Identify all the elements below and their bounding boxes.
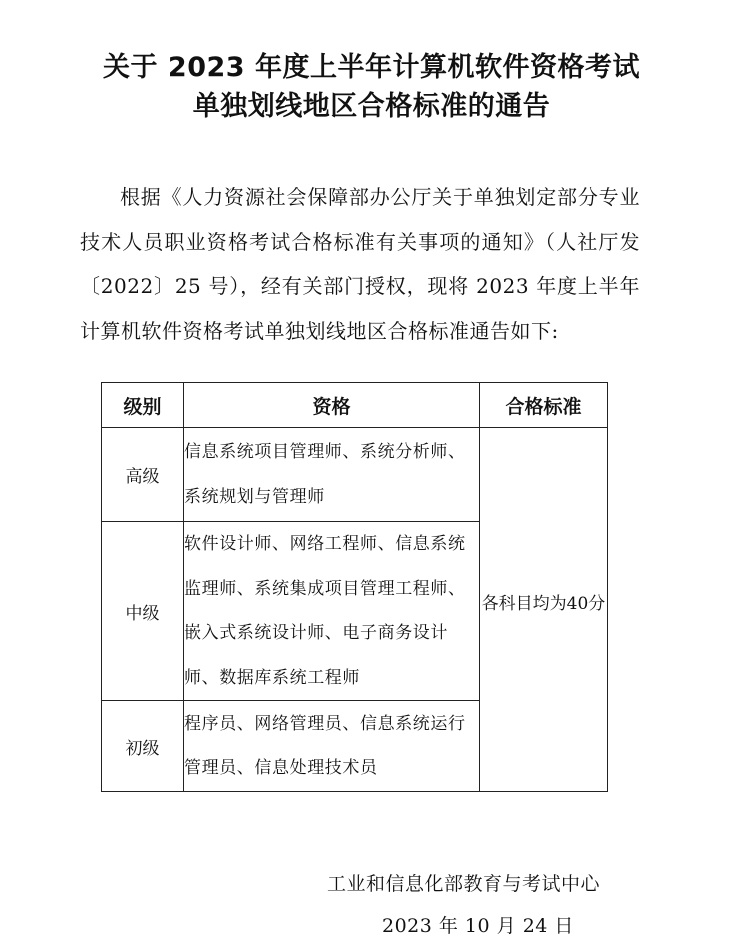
level-cell-junior: 初级 xyxy=(102,701,184,792)
table-header-row xyxy=(102,383,608,428)
header-standard: 合格标准 xyxy=(480,383,608,428)
intro-paragraph: 根据《人力资源社会保障部办公厅关于单独划定部分专业技术人员职业资格考试合格标准有关事项的通知》（人社厅发〔2022〕25 号），经有关部门授权，现将 2023 年度上半年计算机软件资格考试单独划线地区合格标准通告如下: xyxy=(80,185,640,343)
qualification-cell-junior: 程序员、网络管理员、信息系统运行管理员、信息处理技术员 xyxy=(184,701,480,792)
document-title-line-2: 单独划线地区合格标准的通告 xyxy=(192,91,551,122)
header-level: 级别 xyxy=(102,383,184,428)
table-row xyxy=(102,428,608,522)
document-title-line-1: 关于 2023 年度上半年计算机软件资格考试 xyxy=(103,52,640,83)
header-qualification: 资格 xyxy=(184,383,480,428)
standard-value: 各科目均为40分 xyxy=(481,593,606,614)
qualification-cell-intermediate: 软件设计师、网络工程师、信息系统监理师、系统集成项目管理工程师、嵌入式系统设计师、电子商务设计师、数据库系统工程师 xyxy=(184,522,480,701)
standard-cell xyxy=(480,428,608,792)
issue-date: 2023 年 10 月 24 日 xyxy=(382,915,574,937)
level-cell-intermediate: 中级 xyxy=(102,522,184,701)
qualification-cell-senior: 信息系统项目管理师、系统分析师、系统规划与管理师 xyxy=(184,428,480,522)
level-cell-senior: 高级 xyxy=(102,428,184,522)
qualification-standard-table xyxy=(101,382,608,792)
issuing-organization: 工业和信息化部教育与考试中心 xyxy=(327,873,601,895)
